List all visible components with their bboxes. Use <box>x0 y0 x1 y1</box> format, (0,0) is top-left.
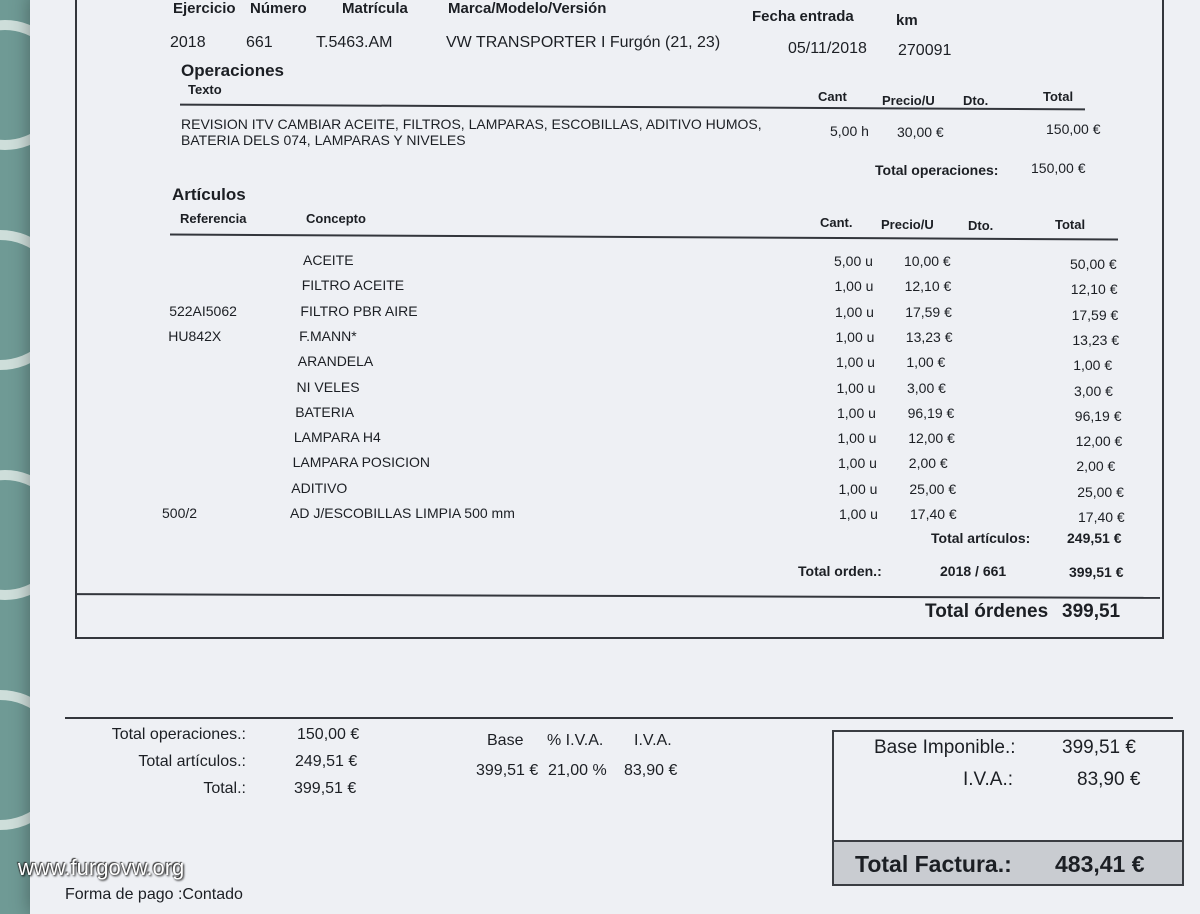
footer-iva-pct-value: 21,00 % <box>548 762 607 779</box>
footer-total-label: Total.: <box>203 780 246 797</box>
operaciones-col-dto: Dto. <box>963 93 989 108</box>
article-cant: 1,00 u <box>836 379 876 396</box>
article-cant: 1,00 u <box>835 303 874 320</box>
article-concepto: FILTRO ACEITE <box>301 277 405 294</box>
article-concepto: BATERIA <box>295 403 355 420</box>
footer-iva-value: 83,90 € <box>624 762 678 779</box>
operaciones-line2: BATERIA DELS 074, LAMPARAS Y NIVELES <box>181 132 466 148</box>
article-precio: 10,00 € <box>904 253 951 269</box>
header-col-matricula: Matrícula <box>342 0 408 17</box>
footer-forma-pago: Forma de pago :Contado <box>65 886 243 903</box>
article-cant: 1,00 u <box>837 404 876 421</box>
articulos-col-total: Total <box>1055 217 1086 232</box>
header-col-ejercicio: Ejercicio <box>173 0 236 17</box>
operaciones-line1: REVISION ITV CAMBIAR ACEITE, FILTROS, LAMPARAS, ESCOBILLAS, ADITIVO HUMOS, <box>181 116 762 132</box>
total-orden-number: 2018 / 661 <box>940 563 1007 579</box>
header-col-marca: Marca/Modelo/Versión <box>448 0 607 17</box>
header-col-km: km <box>896 12 918 29</box>
article-precio: 96,19 € <box>907 404 955 421</box>
footer-base-label: Base <box>487 732 524 749</box>
footer-iva-pct-label: % I.V.A. <box>547 732 604 749</box>
summary-factura-label: Total Factura.: <box>855 851 1012 877</box>
article-precio: 12,00 € <box>908 430 955 447</box>
operaciones-col-texto: Texto <box>188 82 222 97</box>
article-precio: 17,59 € <box>905 303 952 320</box>
article-cant: 1,00 u <box>836 354 875 371</box>
article-concepto: NI VELES <box>296 378 360 395</box>
summary-factura-value: 483,41 € <box>1055 851 1145 877</box>
article-total: 3,00 € <box>1074 382 1113 399</box>
operaciones-total: 150,00 € <box>1046 121 1101 137</box>
footer-rule <box>65 717 1173 719</box>
article-ref: 522AI5062 <box>169 302 237 319</box>
header-numero: 661 <box>246 34 273 51</box>
articulos-total-value: 249,51 € <box>1067 530 1122 546</box>
footer-op-label: Total operaciones.: <box>111 726 246 743</box>
total-orden-label: Total orden.: <box>798 563 882 579</box>
article-cant: 1,00 u <box>838 455 877 472</box>
operaciones-col-precio: Precio/U <box>882 93 935 108</box>
articulos-total-label: Total artículos: <box>931 530 1031 546</box>
article-cant: 1,00 u <box>838 480 878 497</box>
article-cant: 1,00 u <box>835 328 875 345</box>
footer-iva-label: I.V.A. <box>634 732 672 749</box>
watermark: www.furgovw.org <box>18 855 185 880</box>
article-total: 13,23 € <box>1072 331 1120 348</box>
summary-iva-label: I.V.A.: <box>963 769 1013 790</box>
articulos-col-concepto: Concepto <box>306 211 366 226</box>
footer-op-value: 150,00 € <box>297 726 360 743</box>
header-matricula: T.5463.AM <box>316 34 393 51</box>
operaciones-title: Operaciones <box>181 61 284 80</box>
articulos-col-precio: Precio/U <box>881 217 934 232</box>
article-ref: HU842X <box>168 327 222 344</box>
article-total: 12,00 € <box>1075 433 1123 450</box>
article-concepto: F.MANN* <box>299 327 357 344</box>
summary-iva-value: 83,90 € <box>1077 769 1141 790</box>
articulos-title: Artículos <box>172 185 246 204</box>
articulos-col-cant: Cant. <box>820 215 853 230</box>
article-concepto: LAMPARA H4 <box>293 429 381 446</box>
article-cant: 5,00 u <box>834 253 873 269</box>
header-ejercicio: 2018 <box>170 34 206 51</box>
article-total: 17,59 € <box>1071 306 1119 323</box>
article-ref: 500/2 <box>162 505 198 521</box>
article-cant: 1,00 u <box>834 278 874 295</box>
footer-base-value: 399,51 € <box>476 762 539 779</box>
article-total: 50,00 € <box>1070 256 1117 272</box>
total-ordenes-label: Total órdenes <box>925 601 1049 622</box>
article-precio: 1,00 € <box>906 354 946 371</box>
article-precio: 2,00 € <box>908 455 948 472</box>
header-col-numero: Número <box>250 0 307 17</box>
header-km: 270091 <box>898 42 952 59</box>
article-cant: 1,00 u <box>837 430 877 447</box>
article-precio: 13,23 € <box>905 328 953 345</box>
header-fecha: 05/11/2018 <box>788 40 867 57</box>
summary-base-value: 399,51 € <box>1062 737 1136 758</box>
article-total: 17,40 € <box>1078 509 1125 525</box>
footer-total-value: 399,51 € <box>294 780 357 797</box>
article-cant: 1,00 u <box>839 506 878 522</box>
operaciones-total-label: Total operaciones: <box>875 162 999 178</box>
article-concepto: AD J/ESCOBILLAS LIMPIA 500 mm <box>290 505 515 521</box>
total-ordenes-value: 399,51 <box>1062 601 1121 622</box>
operaciones-precio: 30,00 € <box>897 124 944 140</box>
header-marca: VW TRANSPORTER I Furgón (21, 23) <box>446 34 721 51</box>
summary-base-label: Base Imponible.: <box>874 737 1016 758</box>
article-total: 96,19 € <box>1074 407 1122 424</box>
footer-art-label: Total artículos.: <box>138 753 246 770</box>
article-precio: 12,10 € <box>904 278 952 295</box>
article-total: 12,10 € <box>1070 281 1118 298</box>
operaciones-total-value: 150,00 € <box>1031 160 1086 176</box>
articulos-col-ref: Referencia <box>180 211 247 226</box>
articulos-col-dto: Dto. <box>968 218 994 233</box>
article-total: 25,00 € <box>1077 483 1124 500</box>
footer-art-value: 249,51 € <box>295 753 358 770</box>
article-total: 2,00 € <box>1076 458 1116 475</box>
operaciones-col-total: Total <box>1043 89 1074 104</box>
total-orden-value: 399,51 € <box>1069 564 1124 580</box>
operaciones-col-cant: Cant <box>818 89 847 104</box>
article-concepto: LAMPARA POSICION <box>292 454 431 471</box>
article-precio: 25,00 € <box>909 480 957 497</box>
article-concepto: ADITIVO <box>291 479 348 496</box>
article-precio: 17,40 € <box>910 506 957 522</box>
article-concepto: ACEITE <box>303 252 354 268</box>
operaciones-cant: 5,00 h <box>830 123 869 139</box>
article-concepto: FILTRO PBR AIRE <box>300 302 418 319</box>
header-col-fecha: Fecha entrada <box>752 8 854 25</box>
article-concepto: ARANDELA <box>297 353 374 370</box>
article-total: 1,00 € <box>1073 357 1113 374</box>
article-precio: 3,00 € <box>907 379 946 396</box>
